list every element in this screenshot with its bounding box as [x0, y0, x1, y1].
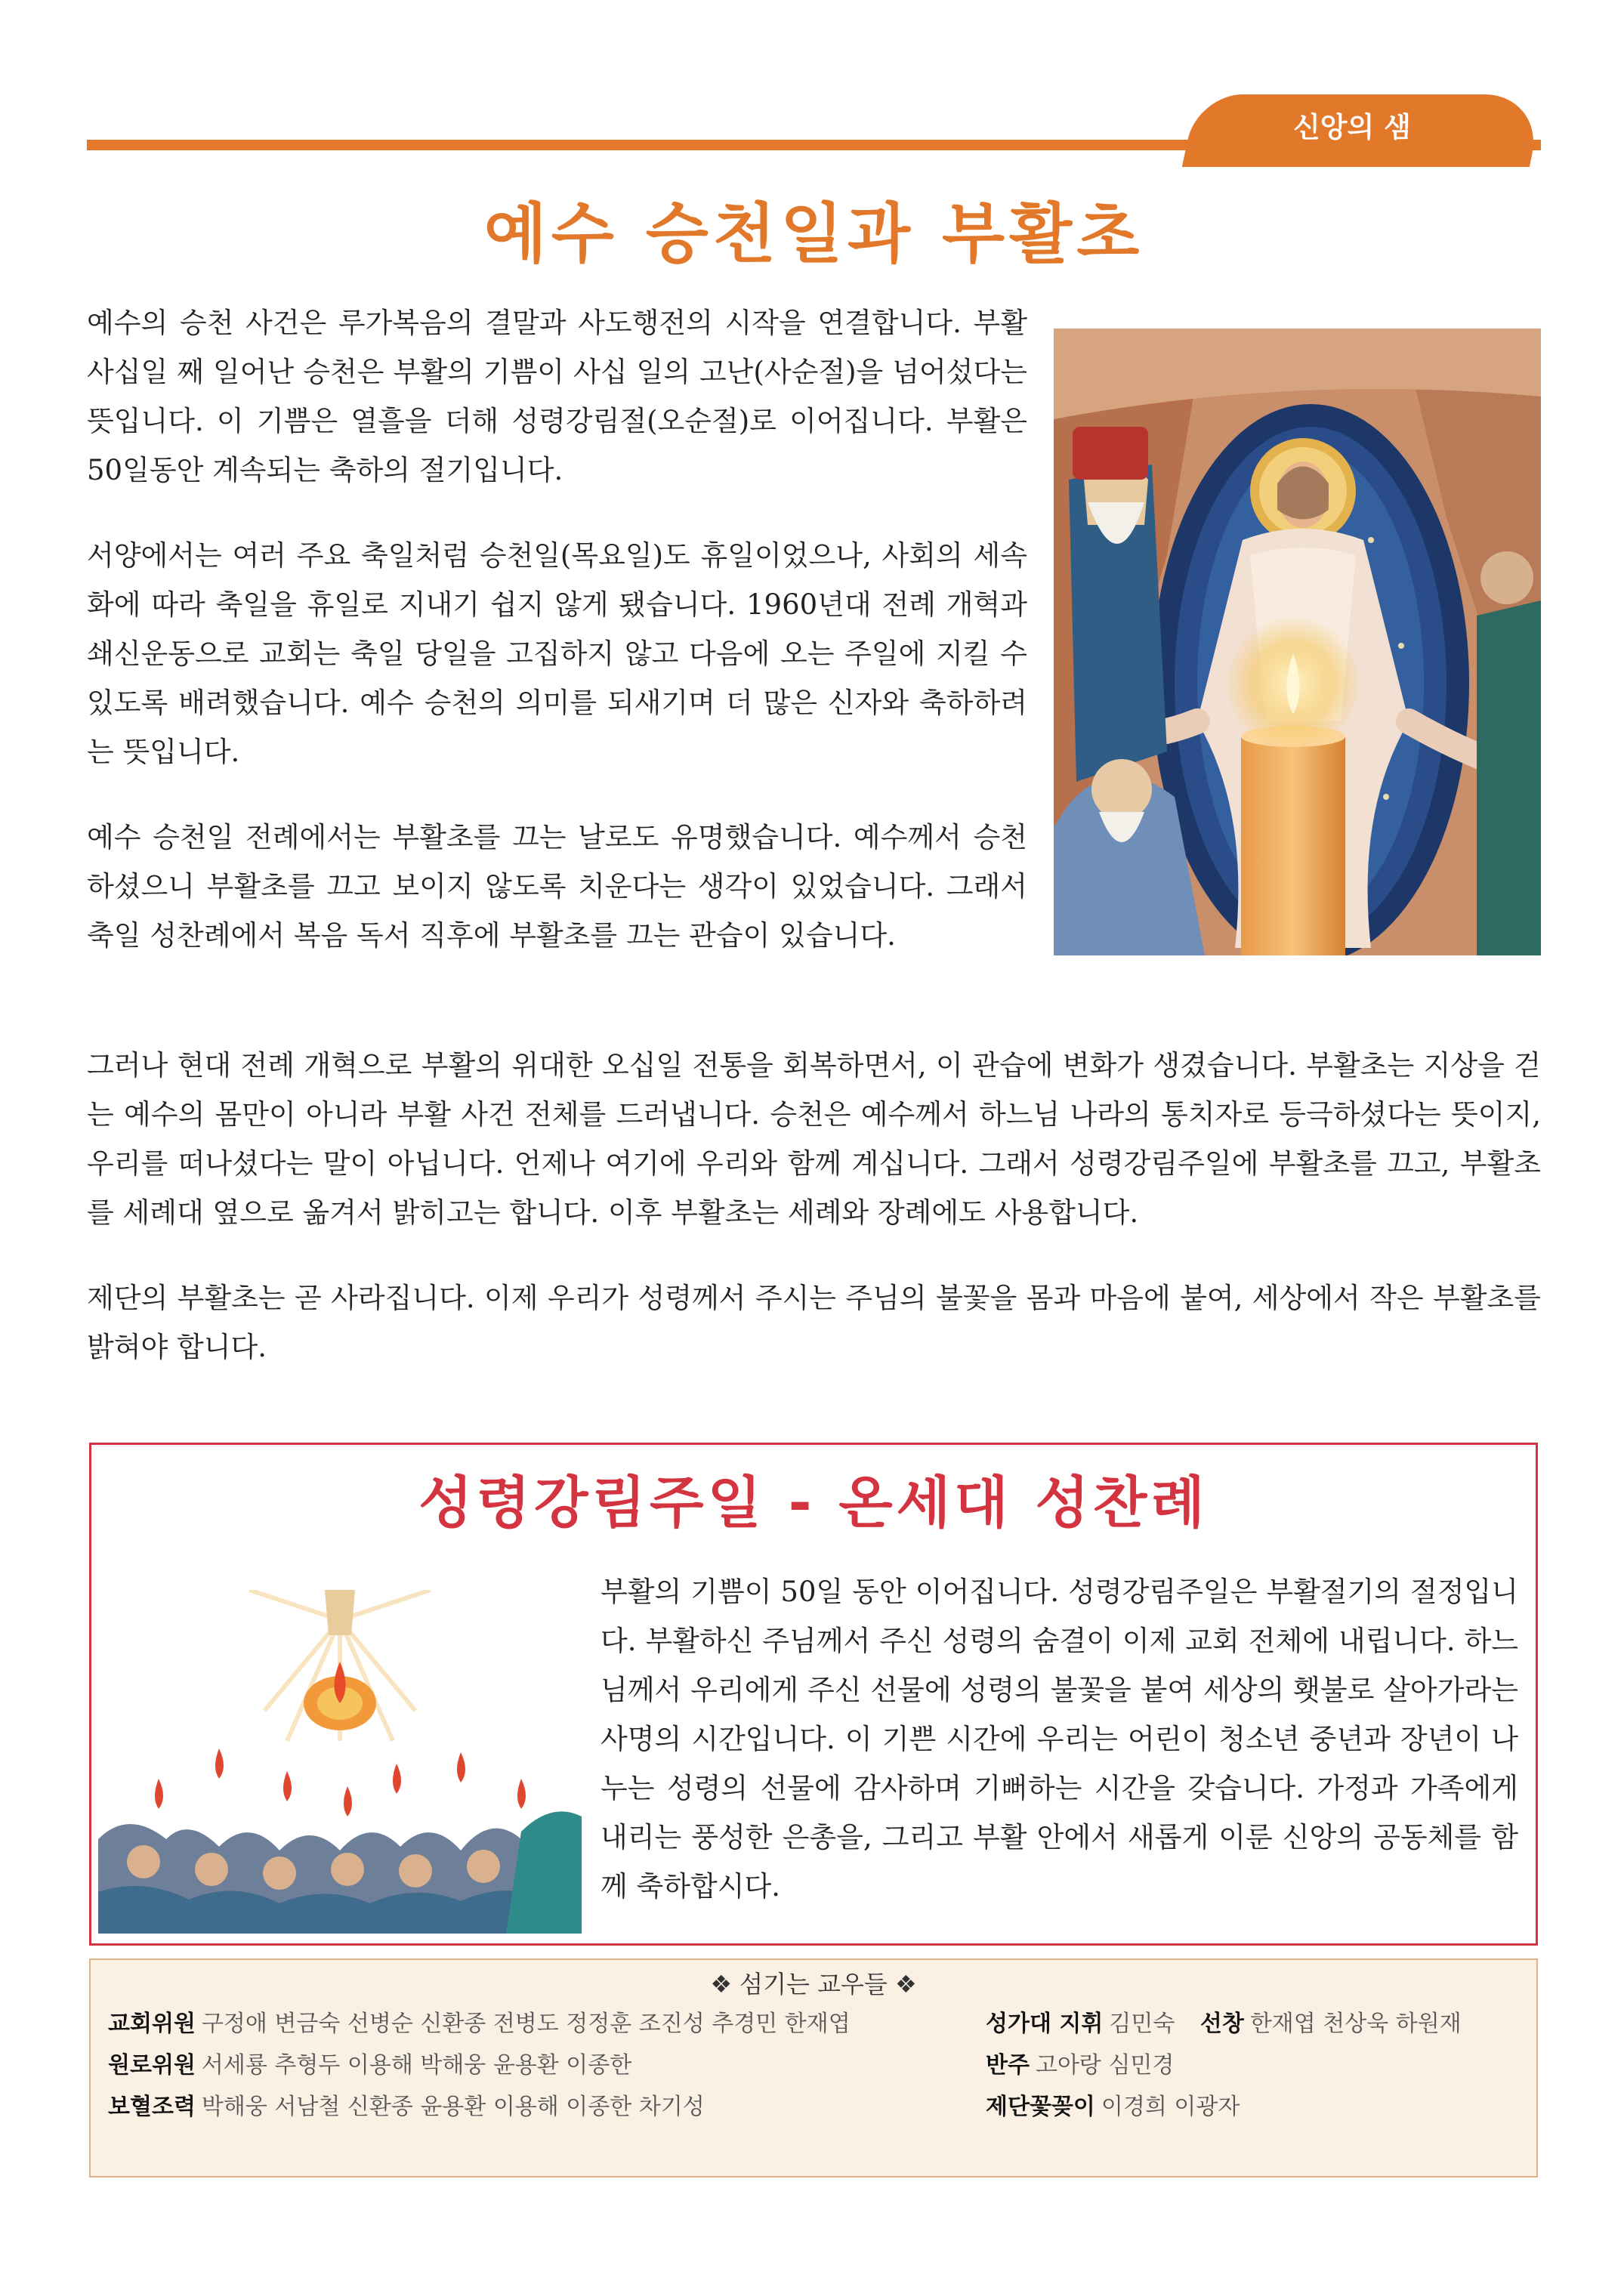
- article-body: [87, 1041, 1541, 1408]
- article-paragraph-1: 예수의 승천 사건은 루가복음의 결말과 사도행전의 시작을 연결합니다. 부활 사십일 째 일어난 승천은 부활의 기쁨이 사십 일의 고난(사순절)을 넘어섰다는 뜻입니다. 이 기쁨은 열흘을 더해 성령강림절(오순절)로 이어집니다. 부활은 50일동안 계속되는 축하의 절기입니다.: [87, 307, 1027, 486]
- minister-names: 구정애 변금숙 선병순 신환종 전병도 정정훈 조진성 추경민 한재엽: [201, 2011, 851, 2037]
- pentecost-text-block: [601, 1567, 1518, 1911]
- minister-role: 성가대 지휘: [986, 2011, 1104, 2037]
- minister-row: [108, 2088, 705, 2126]
- article-paragraph-5: 제단의 부활초는 곧 사라집니다. 이제 우리가 성령께서 주시는 주님의 불꽃을 몸과 마음에 붙여, 세상에서 작은 부활초를 밝혀야 합니다.: [87, 1282, 1541, 1363]
- minister-role: 반주: [986, 2052, 1030, 2079]
- pentecost-title: 성령강림주일 - 온세대 성찬례: [418, 1471, 1209, 1536]
- minister-role: 보혈조력: [108, 2094, 196, 2120]
- minister-row: [986, 2005, 1462, 2043]
- minister-names: 박해웅 서남철 신환종 윤용환 이용해 이종한 차기성: [201, 2094, 705, 2120]
- pentecost-illustration: [98, 1590, 582, 1934]
- minister-role: 선창: [1199, 2011, 1244, 2037]
- minister-names: 김민숙: [1109, 2011, 1175, 2037]
- resurrection-icon-painting: [1054, 329, 1541, 955]
- pentecost-text: 부활의 기쁨이 50일 동안 이어집니다. 성령강림주일은 부활절기의 절정입니다. 부활하신 주님께서 주신 성령의 숨결이 이제 교회 전체에 내립니다. 하느님께서 우리에게 주신 선물에 성령의 불꽃을 붙여 세상의 횃불로 살아가라는 사명의 시간입니다. 이 기쁜 시간에 우리는 어린이 청소년 중년과 장년이 나누는 성령의 선물에 감사하며 기뻐하는 시간을 갖습니다. 가정과 가족에게 내리는 풍성한 은총을, 그리고 부활 안에서 새롭게 이룬 신앙의 공동체를 함께 축하합시다.: [601, 1576, 1518, 1903]
- minister-role: 제단꽃꽂이: [986, 2094, 1095, 2120]
- minister-row: [108, 2005, 851, 2043]
- section-label: 신앙의 샘: [1293, 111, 1411, 144]
- minister-names: 고아랑 심민경: [1035, 2052, 1175, 2079]
- minister-role: 교회위원: [108, 2011, 196, 2037]
- minister-row: [108, 2047, 631, 2085]
- minister-names: 서세룡 추형두 이용해 박해웅 윤용환 이종한: [201, 2052, 632, 2079]
- article-intro: [87, 298, 1027, 996]
- page-title: 예수 승천일과 부활초: [483, 196, 1144, 272]
- article-paragraph-3: 예수 승천일 전례에서는 부활초를 끄는 날로도 유명했습니다. 예수께서 승천하셨으니 부활초를 끄고 보이지 않도록 치운다는 생각이 있었습니다. 그래서 축일 성찬례에서 복음 독서 직후에 부활초를 끄는 관습이 있습니다.: [87, 821, 1027, 952]
- article-paragraph-2: 서양에서는 여러 주요 축일처럼 승천일(목요일)도 휴일이었으나, 사회의 세속화에 따라 축일을 휴일로 지내기 쉽지 않게 됐습니다. 1960년대 전례 개혁과 쇄신운동으로 교회는 축일 당일을 고집하지 않고 다음에 오는 주일에 지킬 수 있도록 배려했습니다. 예수 승천의 의미를 되새기며 더 많은 신자와 축하하려는 뜻입니다.: [87, 539, 1027, 768]
- minister-names: 이경희 이광자: [1101, 2094, 1240, 2120]
- minister-names: 한재엽 천상욱 하원재: [1249, 2011, 1462, 2037]
- minister-role: 원로위원: [108, 2052, 196, 2079]
- ministers-heading: ❖ 섬기는 교우들 ❖: [710, 1970, 917, 1999]
- article-paragraph-4: 그러나 현대 전례 개혁으로 부활의 위대한 오십일 전통을 회복하면서, 이 관습에 변화가 생겼습니다. 부활초는 지상을 걷는 예수의 몸만이 아니라 부활 사건 전체를 드러냅니다. 승천은 예수께서 하느님 나라의 통치자로 등극하셨다는 뜻이지, 우리를 떠나셨다는 말이 아닙니다. 언제나 여기에 우리와 함께 계십니다. 그래서 성령강림주일에 부활초를 끄고, 부활초를 세례대 옆으로 옮겨서 밝히고는 합니다. 이후 부활초는 세례와 장례에도 사용합니다.: [87, 1049, 1541, 1229]
- minister-row: [986, 2047, 1174, 2085]
- minister-row: [986, 2088, 1240, 2126]
